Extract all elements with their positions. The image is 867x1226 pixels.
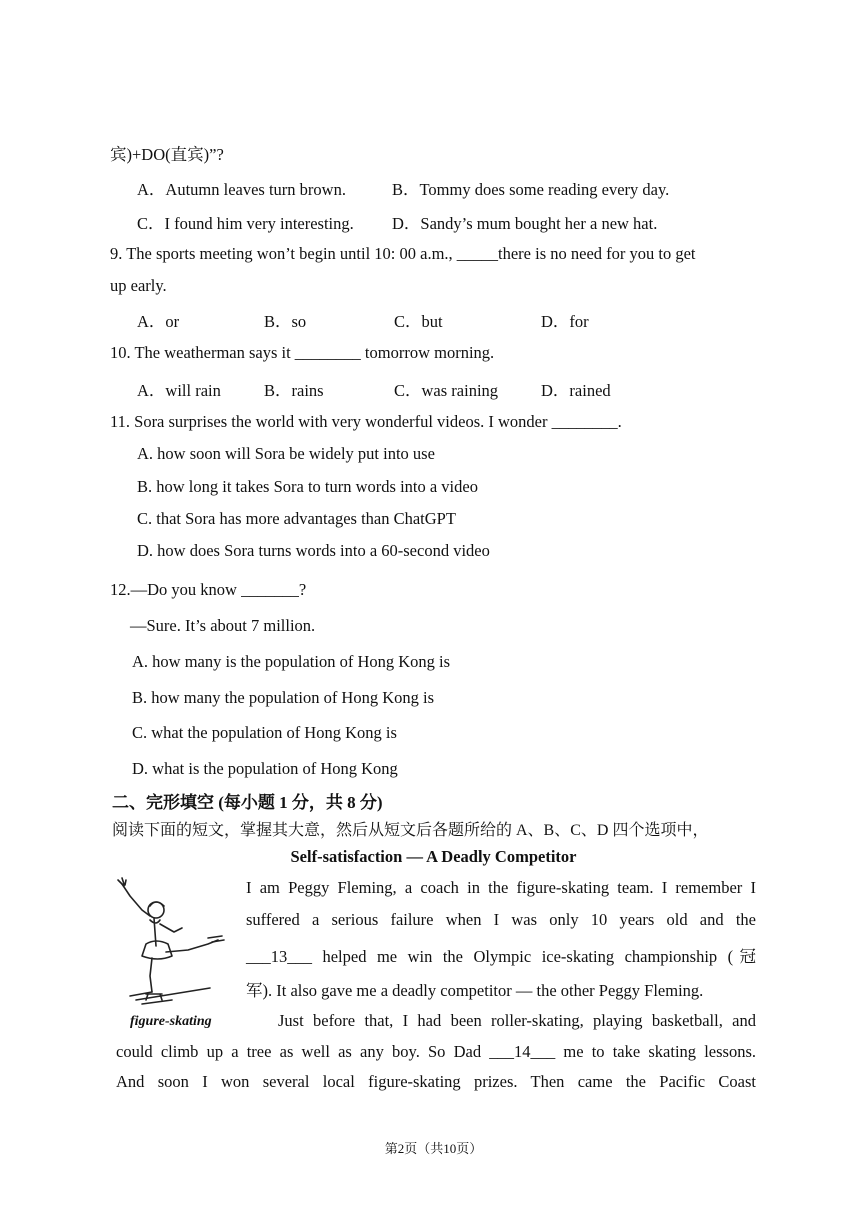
q12-option-b: B. how many the population of Hong Kong is (132, 688, 435, 707)
section-heading: 二、完形填空 (每小题 1 分，共 8 分) (112, 793, 383, 812)
q11-stem: 11. Sora surprises the world with very wonderful videos. I wonder ________. (110, 412, 622, 431)
q9-stem-cont: up early. (110, 276, 167, 295)
q10-option-b: B．rains (264, 381, 324, 400)
q9-stem: 9. The sports meeting won’t begin until 10: 00 a.m., _____there is no need for you to get (110, 244, 696, 263)
q12-option-c: C. what the population of Hong Kong is (132, 723, 397, 742)
q9-option-b: B．so (264, 312, 307, 331)
passage-line-6: could climb up a tree as well as any boy. So Dad ___14___ me to take skating lessons. (116, 1042, 756, 1061)
q8-option-a: A．Autumn leaves turn brown. (137, 180, 346, 199)
passage-line-4: 军). It also gave me a deadly competitor — the other Peggy Fleming. (246, 981, 704, 1000)
q10-stem: 10. The weatherman says it ________ tomorrow morning. (110, 343, 495, 362)
passage-line-3: ___13___ helped me win the Olympic ice-skating championship (冠 (246, 947, 756, 966)
q12-option-d: D. what is the population of Hong Kong (132, 759, 398, 778)
q8-option-d: D．Sandy’s mum bought her a new hat. (392, 214, 658, 233)
q9-option-c: C．but (394, 312, 443, 331)
q10-option-d: D．rained (541, 381, 611, 400)
q12-answer: —Sure. It’s about 7 million. (130, 616, 316, 635)
passage-line-1: I am Peggy Fleming, a coach in the figure-skating team. I remember I (246, 878, 756, 897)
passage-line-5: Just before that, I had been roller-skating, playing basketball, and (278, 1011, 756, 1030)
q10-option-a: A．will rain (137, 381, 221, 400)
q8-options-row2 (137, 210, 777, 232)
q12-option-a: A. how many is the population of Hong Kong is (132, 652, 451, 671)
q11-option-d: D. how does Sora turns words into a 60-second video (137, 541, 490, 560)
q10-options (137, 377, 757, 399)
passage-line-7: And soon I won several local figure-skating prizes. Then came the Pacific Coast (116, 1072, 756, 1091)
q12-stem: 12.—Do you know _______? (110, 580, 307, 599)
line-continued: 宾)+DO(直宾)”? (110, 145, 224, 164)
q10-option-c: C．was raining (394, 381, 499, 400)
passage-line-2: suffered a serious failure when I was only 10 years old and the (246, 910, 756, 929)
illustration-caption: figure-skating (130, 1014, 212, 1029)
passage-title: Self-satisfaction — A Deadly Competitor (290, 847, 577, 866)
q11-option-b: B. how long it takes Sora to turn words into a video (137, 477, 478, 496)
q8-option-c: C．I found him very interesting. (137, 214, 354, 233)
section-instruction: 阅读下面的短文，掌握其大意，然后从短文后各题所给的 A、B、C、D 四个选项中， (112, 822, 709, 839)
q11-option-a: A. how soon will Sora be widely put into use (137, 444, 435, 463)
q9-option-a: A．or (137, 312, 180, 331)
q9-option-d: D．for (541, 312, 589, 331)
page-footer: 第2页（共10页） (384, 1141, 483, 1156)
q8-option-b: B．Tommy does some reading every day. (392, 180, 670, 199)
figure-skater-illustration (112, 876, 230, 1010)
q8-options-row1 (137, 176, 777, 198)
q11-option-c: C. that Sora has more advantages than ChatGPT (137, 509, 456, 528)
q9-options (137, 308, 757, 330)
